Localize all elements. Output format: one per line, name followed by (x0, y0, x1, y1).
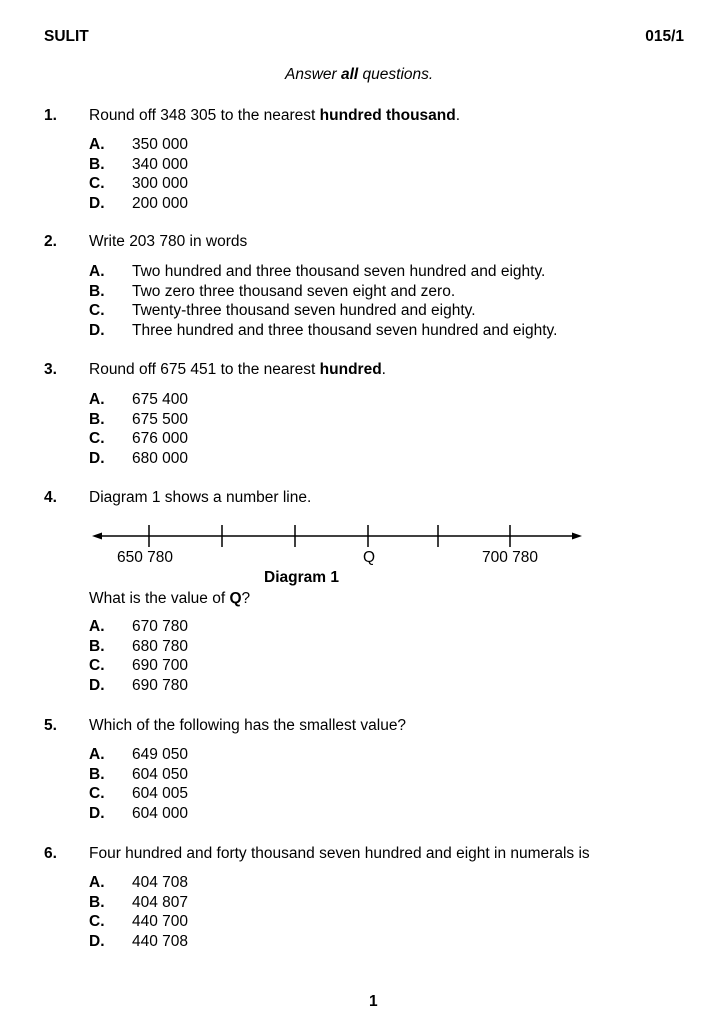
question-3-text: Round off 675 451 to the nearest hundred. (89, 361, 386, 378)
option-letter: A. (89, 618, 105, 635)
option-letter: B. (89, 766, 105, 783)
question-4-prompt: What is the value of Q? (89, 590, 251, 607)
question-5-text: Which of the following has the smallest value? (89, 717, 407, 734)
option-text: 675 500 (132, 411, 189, 428)
option-letter: C. (89, 913, 105, 930)
question-1-number: 1. (44, 107, 57, 124)
question-5-number: 5. (44, 717, 57, 734)
option-text: Twenty-three thousand seven hundred and eighty. (132, 302, 476, 319)
option-letter: C. (89, 302, 105, 319)
number-line-label-q: Q (363, 549, 376, 566)
option-letter: A. (89, 263, 105, 280)
option-letter: B. (89, 411, 105, 428)
option-letter: A. (89, 391, 105, 408)
option-text: 690 780 (132, 677, 189, 694)
option-text: 200 000 (132, 195, 189, 212)
number-line-left-arrow (92, 533, 102, 540)
option-text: 690 700 (132, 657, 189, 674)
question-2-number: 2. (44, 233, 57, 250)
option-text: 680 000 (132, 450, 189, 467)
option-letter: C. (89, 175, 105, 192)
number-line-label-end: 700 780 (482, 549, 539, 566)
option-letter: B. (89, 638, 105, 655)
page-number: 1 (369, 993, 378, 1010)
number-line-label-start: 650 780 (117, 549, 174, 566)
option-letter: B. (89, 283, 105, 300)
diagram-caption: Diagram 1 (264, 569, 339, 586)
question-1-text: Round off 348 305 to the nearest hundred thousand. (89, 107, 461, 124)
number-line-right-arrow (572, 533, 582, 540)
option-letter: C. (89, 657, 105, 674)
option-text: 404 807 (132, 894, 189, 911)
question-3-number: 3. (44, 361, 57, 378)
option-letter: D. (89, 450, 105, 467)
option-letter: D. (89, 933, 105, 950)
question-6-text: Four hundred and forty thousand seven hundred and eight in numerals is (89, 845, 590, 862)
option-letter: D. (89, 195, 105, 212)
header-classification: SULIT (44, 28, 89, 45)
option-letter: B. (89, 156, 105, 173)
option-text: 675 400 (132, 391, 189, 408)
option-text: 604 000 (132, 805, 189, 822)
question-4-text: Diagram 1 shows a number line. (89, 489, 312, 506)
option-text: Two zero three thousand seven eight and zero. (132, 283, 456, 300)
question-6-number: 6. (44, 845, 57, 862)
option-text: 604 050 (132, 766, 189, 783)
option-letter: A. (89, 746, 105, 763)
option-text: 604 005 (132, 785, 189, 802)
question-4-number: 4. (44, 489, 57, 506)
header-paper-code: 015/1 (645, 28, 684, 45)
option-text: 300 000 (132, 175, 189, 192)
option-text: 649 050 (132, 746, 189, 763)
option-text: 670 780 (132, 618, 189, 635)
option-text: 340 000 (132, 156, 189, 173)
option-letter: D. (89, 677, 105, 694)
option-letter: C. (89, 430, 105, 447)
option-text: 440 700 (132, 913, 189, 930)
option-letter: A. (89, 874, 105, 891)
question-2-text: Write 203 780 in words (89, 233, 248, 250)
option-letter: B. (89, 894, 105, 911)
instruction: Answer all questions. (285, 66, 434, 83)
option-letter: C. (89, 785, 105, 802)
option-text: Three hundred and three thousand seven hundred and eighty. (132, 322, 558, 339)
option-text: Two hundred and three thousand seven hundred and eighty. (132, 263, 546, 280)
option-text: 676 000 (132, 430, 189, 447)
option-text: 680 780 (132, 638, 189, 655)
option-letter: D. (89, 805, 105, 822)
option-letter: D. (89, 322, 105, 339)
option-letter: A. (89, 136, 105, 153)
option-text: 440 708 (132, 933, 189, 950)
option-text: 350 000 (132, 136, 189, 153)
option-text: 404 708 (132, 874, 189, 891)
